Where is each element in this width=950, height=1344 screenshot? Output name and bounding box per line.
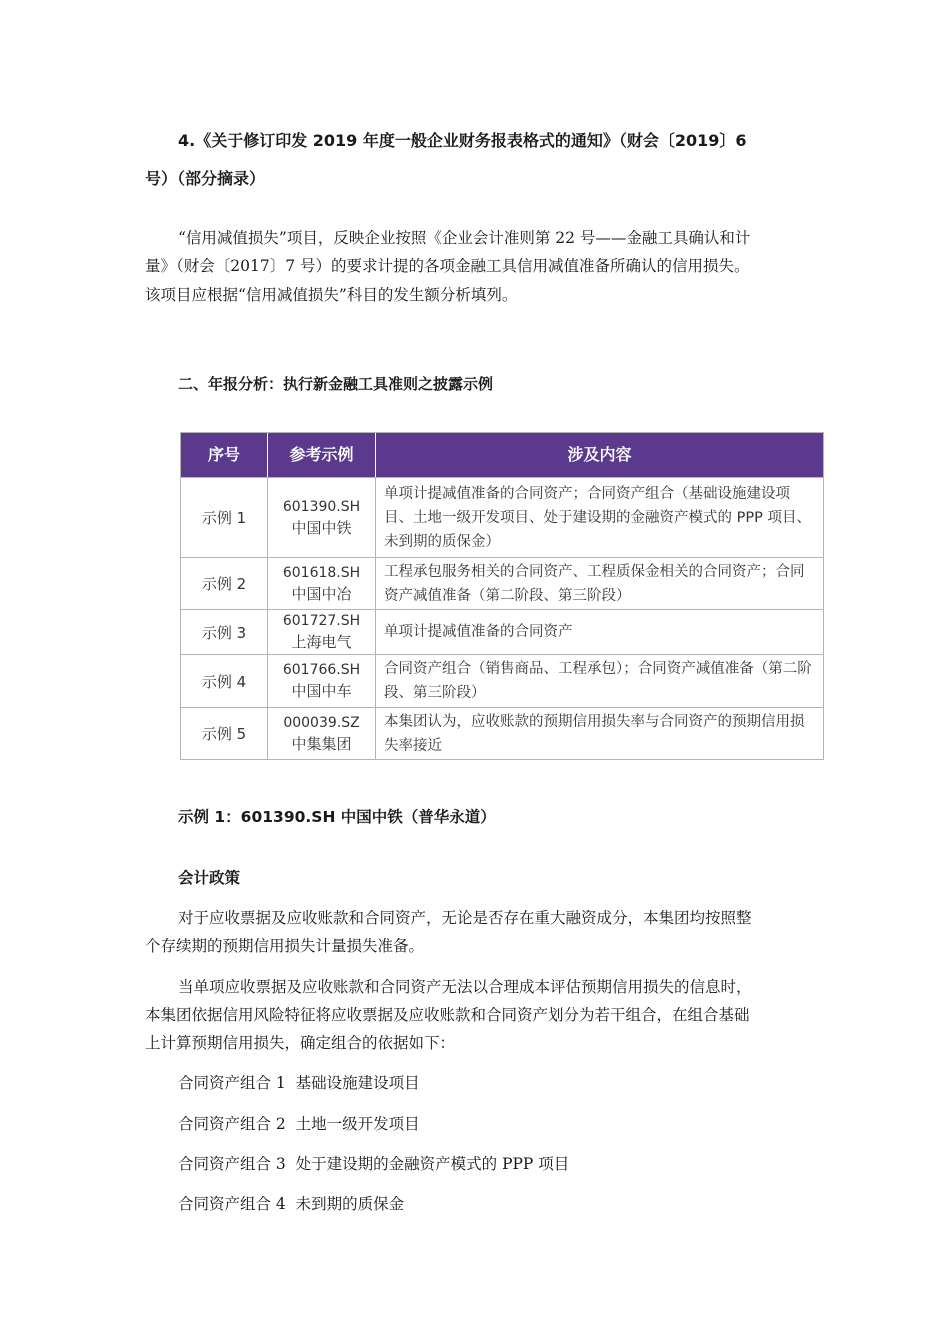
company-name: 中国中冶 (291, 584, 352, 603)
paragraph-2-line2: 个存续期的预期信用损失计量损失准备。 (145, 937, 425, 955)
row-content: 单项计提减值准备的合同资产 (384, 624, 573, 640)
row-reference (268, 610, 375, 654)
row-content: 合同资产组合（销售商品、工程承包）；合同资产减值准备（第二阶段、第三阶段） (384, 661, 812, 701)
stock-code: 601727.SH (282, 613, 361, 629)
table-row (181, 557, 823, 609)
table-row (181, 477, 823, 557)
contract-asset-group-2: 合同资产组合 2 土地一级开发项目 (178, 1115, 420, 1133)
company-name: 上海电气 (291, 633, 352, 651)
company-name: 中国中铁 (291, 518, 352, 537)
row-content: 工程承包服务相关的合同资产、工程质保金相关的合同资产；合同资产减值准备（第二阶段、第三阶段） (384, 563, 805, 604)
header-reference: 参考示例 (289, 445, 354, 464)
contract-asset-group-4: 合同资产组合 4 未到期的质保金 (178, 1195, 405, 1213)
table-header (181, 433, 823, 477)
table-row (181, 654, 823, 707)
row-reference (268, 478, 375, 557)
row-no: 示例 2 (201, 575, 247, 593)
column-divider (267, 477, 268, 759)
row-reference (268, 558, 375, 609)
paragraph-1-line1: “信用减值损失”项目，反映企业按照《企业会计准则第 22 号——金融工具确认和计 (178, 229, 751, 247)
contract-asset-group-1: 合同资产组合 1 基础设施建设项目 (178, 1074, 420, 1092)
row-reference (268, 708, 375, 759)
row-no: 示例 3 (201, 623, 247, 642)
table-row (181, 707, 823, 759)
company-name: 中集集团 (291, 734, 352, 753)
row-content: 单项计提减值准备的合同资产；合同资产组合（基础设施建设项目、土地一级开发项目、处于建设期的金融资产模式的 PPP 项目、未到期的质保金） (384, 485, 811, 550)
header-no: 序号 (207, 445, 240, 464)
stock-code: 601618.SH (282, 564, 361, 581)
paragraph-3-line1: 当单项应收票据及应收账款和合同资产无法以合理成本评估预期信用损失的信息时， (178, 978, 752, 996)
stock-code: 601766.SH (282, 662, 361, 678)
accounting-policy-title: 会计政策 (178, 869, 241, 887)
contract-asset-group-3: 合同资产组合 3 处于建设期的金融资产模式的 PPP 项目 (178, 1155, 570, 1173)
row-reference (268, 655, 375, 707)
row-content: 本集团认为，应收账款的预期信用损失率与合同资产的预期信用损失率接近 (384, 713, 805, 754)
paragraph-1-line2: 量》（财会〔2017〕7 号）的要求计提的各项金融工具信用减值准备所确认的信用损失。 (145, 257, 750, 275)
section-2-title: 二、年报分析：执行新金融工具准则之披露示例 (178, 375, 494, 393)
row-no: 示例 4 (201, 672, 247, 691)
paragraph-2-line1: 对于应收票据及应收账款和合同资产，无论是否存在重大融资成分，本集团均按照整 (178, 909, 752, 927)
stock-code: 601390.SH (282, 498, 361, 515)
notice-heading-line2: 号）（部分摘录） (145, 169, 266, 188)
table-row (181, 609, 823, 654)
row-no: 示例 1 (201, 509, 247, 527)
paragraph-3-line2: 本集团依据信用风险特征将应收票据及应收账款和合同资产划分为若干组合，在组合基础 (145, 1006, 750, 1024)
example-1-title: 示例 1：601390.SH 中国中铁（普华永道） (178, 808, 496, 826)
paragraph-3-line3: 上计算预期信用损失，确定组合的依据如下： (145, 1034, 456, 1052)
header-content: 涉及内容 (567, 445, 632, 464)
column-divider (375, 477, 376, 759)
row-no: 示例 5 (201, 725, 247, 743)
company-name: 中国中车 (291, 682, 352, 700)
stock-code: 000039.SZ (283, 714, 360, 731)
notice-heading-line1: 4.《关于修订印发 2019 年度一般企业财务报表格式的通知》（财会〔2019〕6 (178, 131, 747, 150)
disclosure-examples-table (180, 432, 824, 760)
paragraph-1-line3: 该项目应根据“信用减值损失”科目的发生额分析填列。 (145, 286, 518, 304)
